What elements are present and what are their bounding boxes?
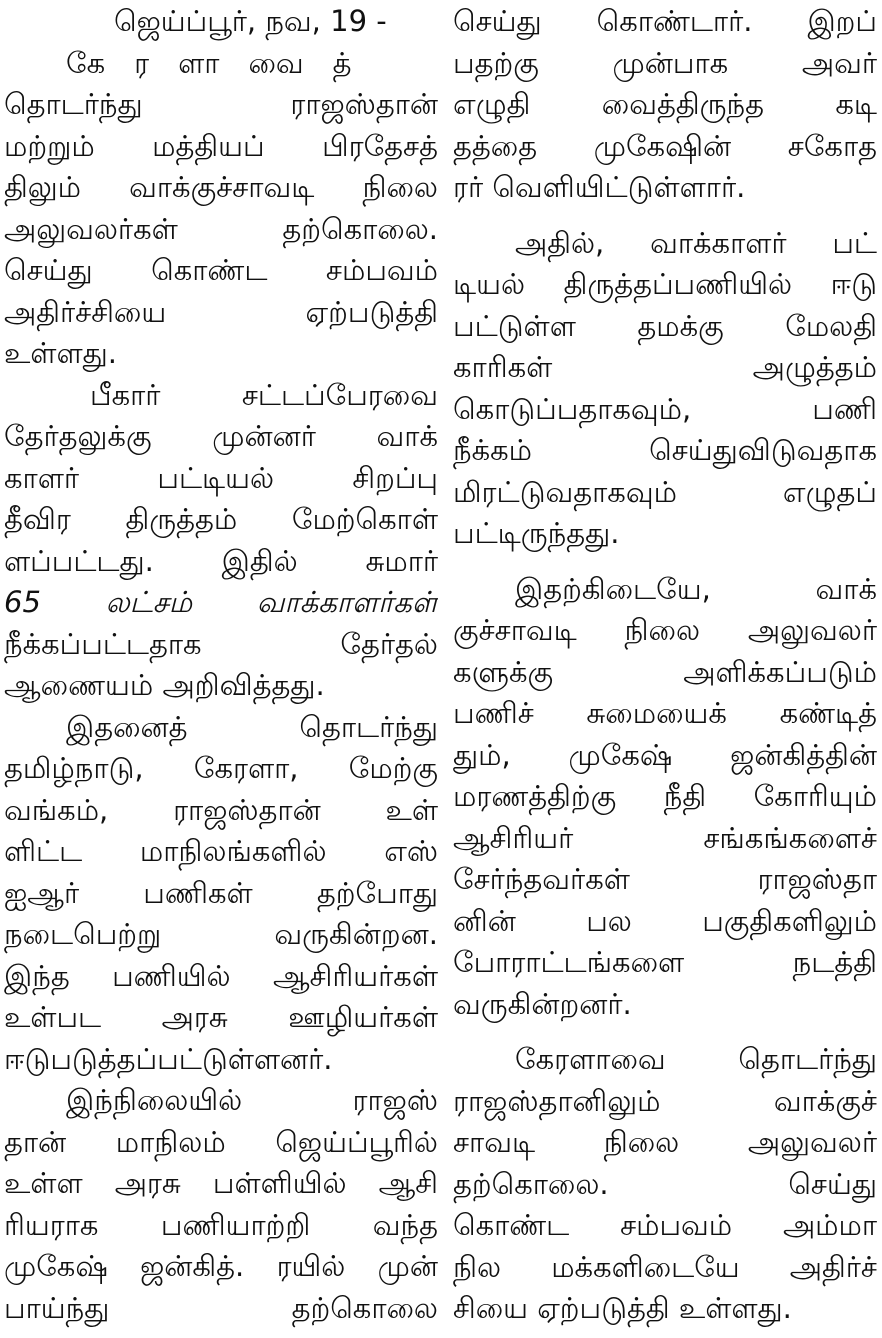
article-line: தொடர்ந்து ராஜஸ்தான்: [4, 87, 438, 121]
article-line: நீக்கம் செய்துவிடுவதாக: [453, 433, 877, 467]
article-line: உள்பட அரசு ஊழியர்கள்: [4, 1000, 438, 1034]
article-line: களுக்கு அளிக்கப்படும்: [453, 654, 877, 689]
article-line: கேரளாவை தொடர்ந்து: [515, 1042, 877, 1076]
article-line: ரர் வெளியிட்டுள்ளார்.: [453, 170, 746, 204]
article-line: ளிட்ட மாநிலங்களில் எஸ்: [4, 834, 438, 868]
article-line: ஆணையம் அறிவித்தது.: [4, 668, 325, 702]
article-line: மற்றும் மத்தியப் பிரதேசத்: [4, 128, 438, 163]
article-line: இதனைத் தொடர்ந்து: [66, 709, 438, 744]
article-paragraph: [453, 1, 877, 209]
article-line: குச்சாவடி நிலை அலுவலர்: [453, 613, 877, 647]
article-paragraph: [4, 1, 438, 375]
article-line: உள்ளது.: [4, 336, 118, 370]
article-line: 65 லட்சம் வாக்காளர்கள்: [4, 585, 438, 619]
article-line: போராட்டங்களை நடத்தி: [453, 945, 877, 979]
article-paragraph: [453, 223, 877, 555]
article-line: பதற்கு முன்பாக அவர்: [453, 45, 877, 80]
article-line: செய்து கொண்டார். இறப்: [453, 4, 877, 38]
article-line: பட்டிருந்தது.: [453, 516, 620, 550]
article-line: பட்டுள்ள தமக்கு மேலதி: [453, 308, 877, 343]
article-line: பீகார் சட்டப்பேரவை: [90, 377, 438, 412]
article-line: காளர் பட்டியல் சிறப்பு: [4, 460, 438, 495]
article-right-column: [453, 1, 877, 1337]
article-line: முகேஷ் ஜன்கித். ரயில் முன்: [4, 1249, 438, 1283]
article-line: இதற்கிடையே, வாக்: [515, 571, 877, 606]
article-paragraph: [4, 707, 438, 1081]
article-line: ளப்பட்டது. இதில் சுமார்: [4, 543, 438, 578]
article-line: அலுவலர்கள் தற்கொலை.: [4, 211, 438, 246]
article-line: சேர்ந்தவர்கள் ராஜஸ்தா: [453, 862, 877, 896]
article-line: கேரளாவைத்: [66, 45, 381, 80]
article-line: தேர்தலுக்கு முன்னர் வாக்: [4, 419, 438, 453]
article-line: தான் மாநிலம் ஜெய்ப்பூரில்: [4, 1124, 438, 1159]
article-line: இந்த பணியில் ஆசிரியர்கள்: [4, 958, 438, 993]
article-line: நில மக்களிடையே அதிர்ச்: [453, 1249, 877, 1284]
article-line: ஐஆர் பணிகள் தற்போது: [4, 875, 438, 910]
article-line: அதிர்ச்சியை ஏற்படுத்தி: [4, 294, 438, 329]
article-line: தற்கொலை. செய்து: [453, 1166, 877, 1201]
article-line: ராஜஸ்தானிலும் வாக்குச்: [453, 1083, 877, 1118]
article-line: செய்து கொண்ட சம்பவம்: [4, 253, 438, 287]
article-line: சியை ஏற்படுத்தி உள்ளது.: [453, 1291, 792, 1325]
article-line: பாய்ந்து தற்கொலை: [4, 1290, 438, 1325]
article-line: தீவிர திருத்தம் மேற்கொள்: [4, 502, 438, 536]
article-line: னின் பல பகுதிகளிலும்: [453, 903, 877, 938]
article-line: தும், முகேஷ் ஜன்கித்தின்: [453, 737, 877, 772]
article-line: மிரட்டுவதாகவும் எழுதப்: [453, 474, 877, 509]
article-line: சாவடி நிலை அலுவலர்: [453, 1125, 877, 1159]
article-paragraph: [4, 1080, 438, 1329]
article-line: வங்கம், ராஜஸ்தான் உள்: [4, 792, 438, 827]
article-line: ஆசிரியர் சங்கங்களைச்: [453, 820, 877, 855]
article-line: வருகின்றனர்.: [453, 986, 632, 1021]
article-line: ரியராக பணியாற்றி வந்த: [4, 1207, 438, 1242]
article-line: காரிகள் அழுத்தம்: [453, 350, 877, 384]
article-line: இந்நிலையில் ராஜஸ்: [66, 1083, 438, 1117]
article-line: தத்தை முகேஷின் சகோத: [453, 128, 877, 163]
article-line: நடைபெற்று வருகின்றன.: [4, 917, 438, 951]
article-left-column: [4, 1, 438, 1337]
article-line: தமிழ்நாடு, கேரளா, மேற்கு: [4, 751, 438, 785]
article-line: டியல் திருத்தப்பணியில் ஈடு: [453, 267, 877, 301]
article-line: திலும் வாக்குச்சாவடி நிலை: [4, 170, 438, 204]
article-line: ஈடுபடுத்தப்பட்டுள்ளனர்.: [4, 1041, 333, 1076]
article-paragraph: [453, 569, 877, 1026]
article-line: நீக்கப்பட்டதாக தேர்தல்: [4, 626, 438, 661]
article-line: எழுதி வைத்திருந்த கடி: [453, 87, 877, 121]
article-line: கொண்ட சம்பவம் அம்மா: [453, 1208, 877, 1242]
article-line: மரணத்திற்கு நீதி கோரியும்: [453, 779, 877, 813]
article-paragraph: [4, 375, 438, 707]
article-paragraph: [453, 1039, 877, 1330]
article-line: கொடுப்பதாகவும், பணி: [453, 391, 877, 426]
article-line: பணிச் சுமையைக் கண்டித்: [453, 696, 877, 730]
dateline: ஜெய்ப்பூர், நவ, 19 -: [114, 4, 387, 38]
article-line: அதில், வாக்காளர் பட்: [515, 225, 877, 260]
article-line: உள்ள அரசு பள்ளியில் ஆசி: [4, 1166, 438, 1200]
